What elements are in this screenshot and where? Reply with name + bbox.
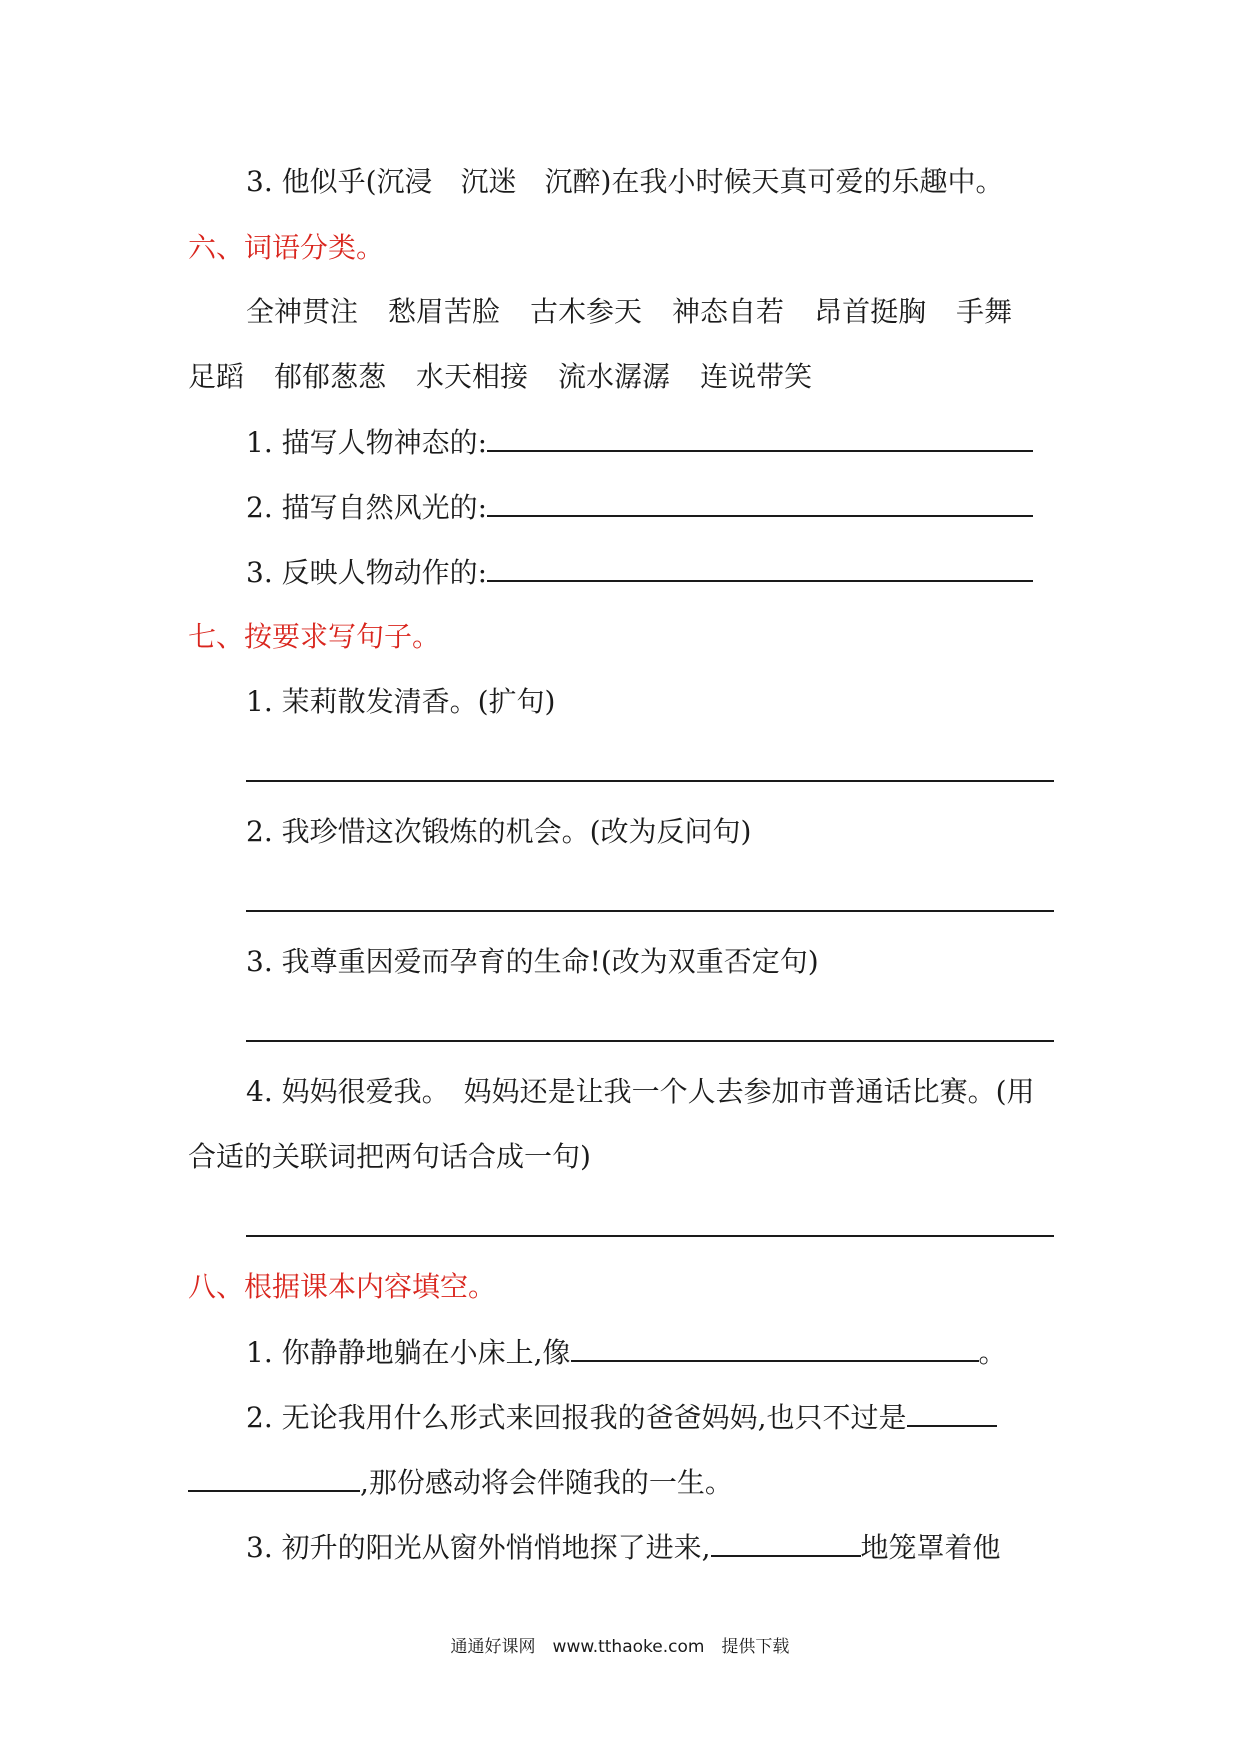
word: 愁眉苦脸 xyxy=(388,295,501,328)
answer-blank[interactable] xyxy=(571,1332,979,1362)
word: 连说带笑 xyxy=(700,360,813,393)
classify-item-1 xyxy=(246,422,1033,463)
word: 全神贯注 xyxy=(246,295,359,328)
classify-item-3 xyxy=(246,552,1033,593)
page-footer: 通通好课网 www.tthaoke.com 提供下载 xyxy=(450,1637,790,1657)
word: 古木参天 xyxy=(530,295,643,328)
answer-line[interactable] xyxy=(246,910,1054,912)
word: 手舞 xyxy=(956,295,1013,328)
item-text: 3. 初升的阳光从窗外悄悄地探了进来, xyxy=(246,1531,711,1564)
word: 流水潺潺 xyxy=(558,360,671,393)
item-text: 。 xyxy=(978,1336,1007,1369)
fill-item-1 xyxy=(246,1332,1007,1373)
word: 神态自若 xyxy=(672,295,785,328)
item-label: 3. 反映人物动作的: xyxy=(246,556,488,589)
item-text: 地笼罩着他 xyxy=(860,1531,1001,1564)
sentence-item-1: 1. 茉莉散发清香。(扩句) xyxy=(246,685,556,718)
sentence-item-3: 3. 我尊重因爱而孕育的生命!(改为双重否定句) xyxy=(246,945,819,978)
fill-item-2-line-2 xyxy=(188,1462,733,1503)
q5-item-3: 3. 他似乎(沉浸 沉迷 沉醉)在我小时候天真可爱的乐趣中。 xyxy=(246,165,1004,198)
section-8-heading: 八、根据课本内容填空。 xyxy=(188,1270,497,1303)
word: 昂首挺胸 xyxy=(814,295,927,328)
answer-line[interactable] xyxy=(246,1235,1054,1237)
answer-line[interactable] xyxy=(246,1040,1054,1042)
answer-blank[interactable] xyxy=(907,1397,997,1427)
word: 水天相接 xyxy=(416,360,529,393)
answer-line[interactable] xyxy=(246,780,1054,782)
classify-item-2 xyxy=(246,487,1033,528)
section-6-heading: 六、词语分类。 xyxy=(188,231,385,264)
word-bank-line-2 xyxy=(188,357,842,397)
answer-blank[interactable] xyxy=(487,552,1033,582)
item-text: 2. 无论我用什么形式来回报我的爸爸妈妈,也只不过是 xyxy=(246,1401,907,1434)
answer-blank[interactable] xyxy=(487,422,1033,452)
fill-item-3 xyxy=(246,1527,1001,1568)
sentence-item-4-line-2: 合适的关联词把两句话合成一句) xyxy=(188,1140,591,1173)
sentence-item-2: 2. 我珍惜这次锻炼的机会。(改为反问句) xyxy=(246,815,752,848)
answer-blank[interactable] xyxy=(487,487,1033,517)
sentence-item-4-line-1: 4. 妈妈很爱我。 妈妈还是让我一个人去参加市普通话比赛。(用 xyxy=(246,1075,1035,1108)
section-7-heading: 七、按要求写句子。 xyxy=(188,620,441,653)
answer-blank[interactable] xyxy=(188,1462,360,1492)
item-label: 1. 描写人物神态的: xyxy=(246,426,488,459)
fill-item-2-line-1 xyxy=(246,1397,997,1438)
answer-blank[interactable] xyxy=(711,1527,861,1557)
item-label: 2. 描写自然风光的: xyxy=(246,491,488,524)
item-text: 1. 你静静地躺在小床上,像 xyxy=(246,1336,571,1369)
word: 足蹈 xyxy=(188,360,245,393)
item-text: ,那份感动将会伴随我的一生。 xyxy=(360,1466,733,1499)
word-bank-line-1 xyxy=(246,292,1012,332)
word: 郁郁葱葱 xyxy=(274,360,387,393)
